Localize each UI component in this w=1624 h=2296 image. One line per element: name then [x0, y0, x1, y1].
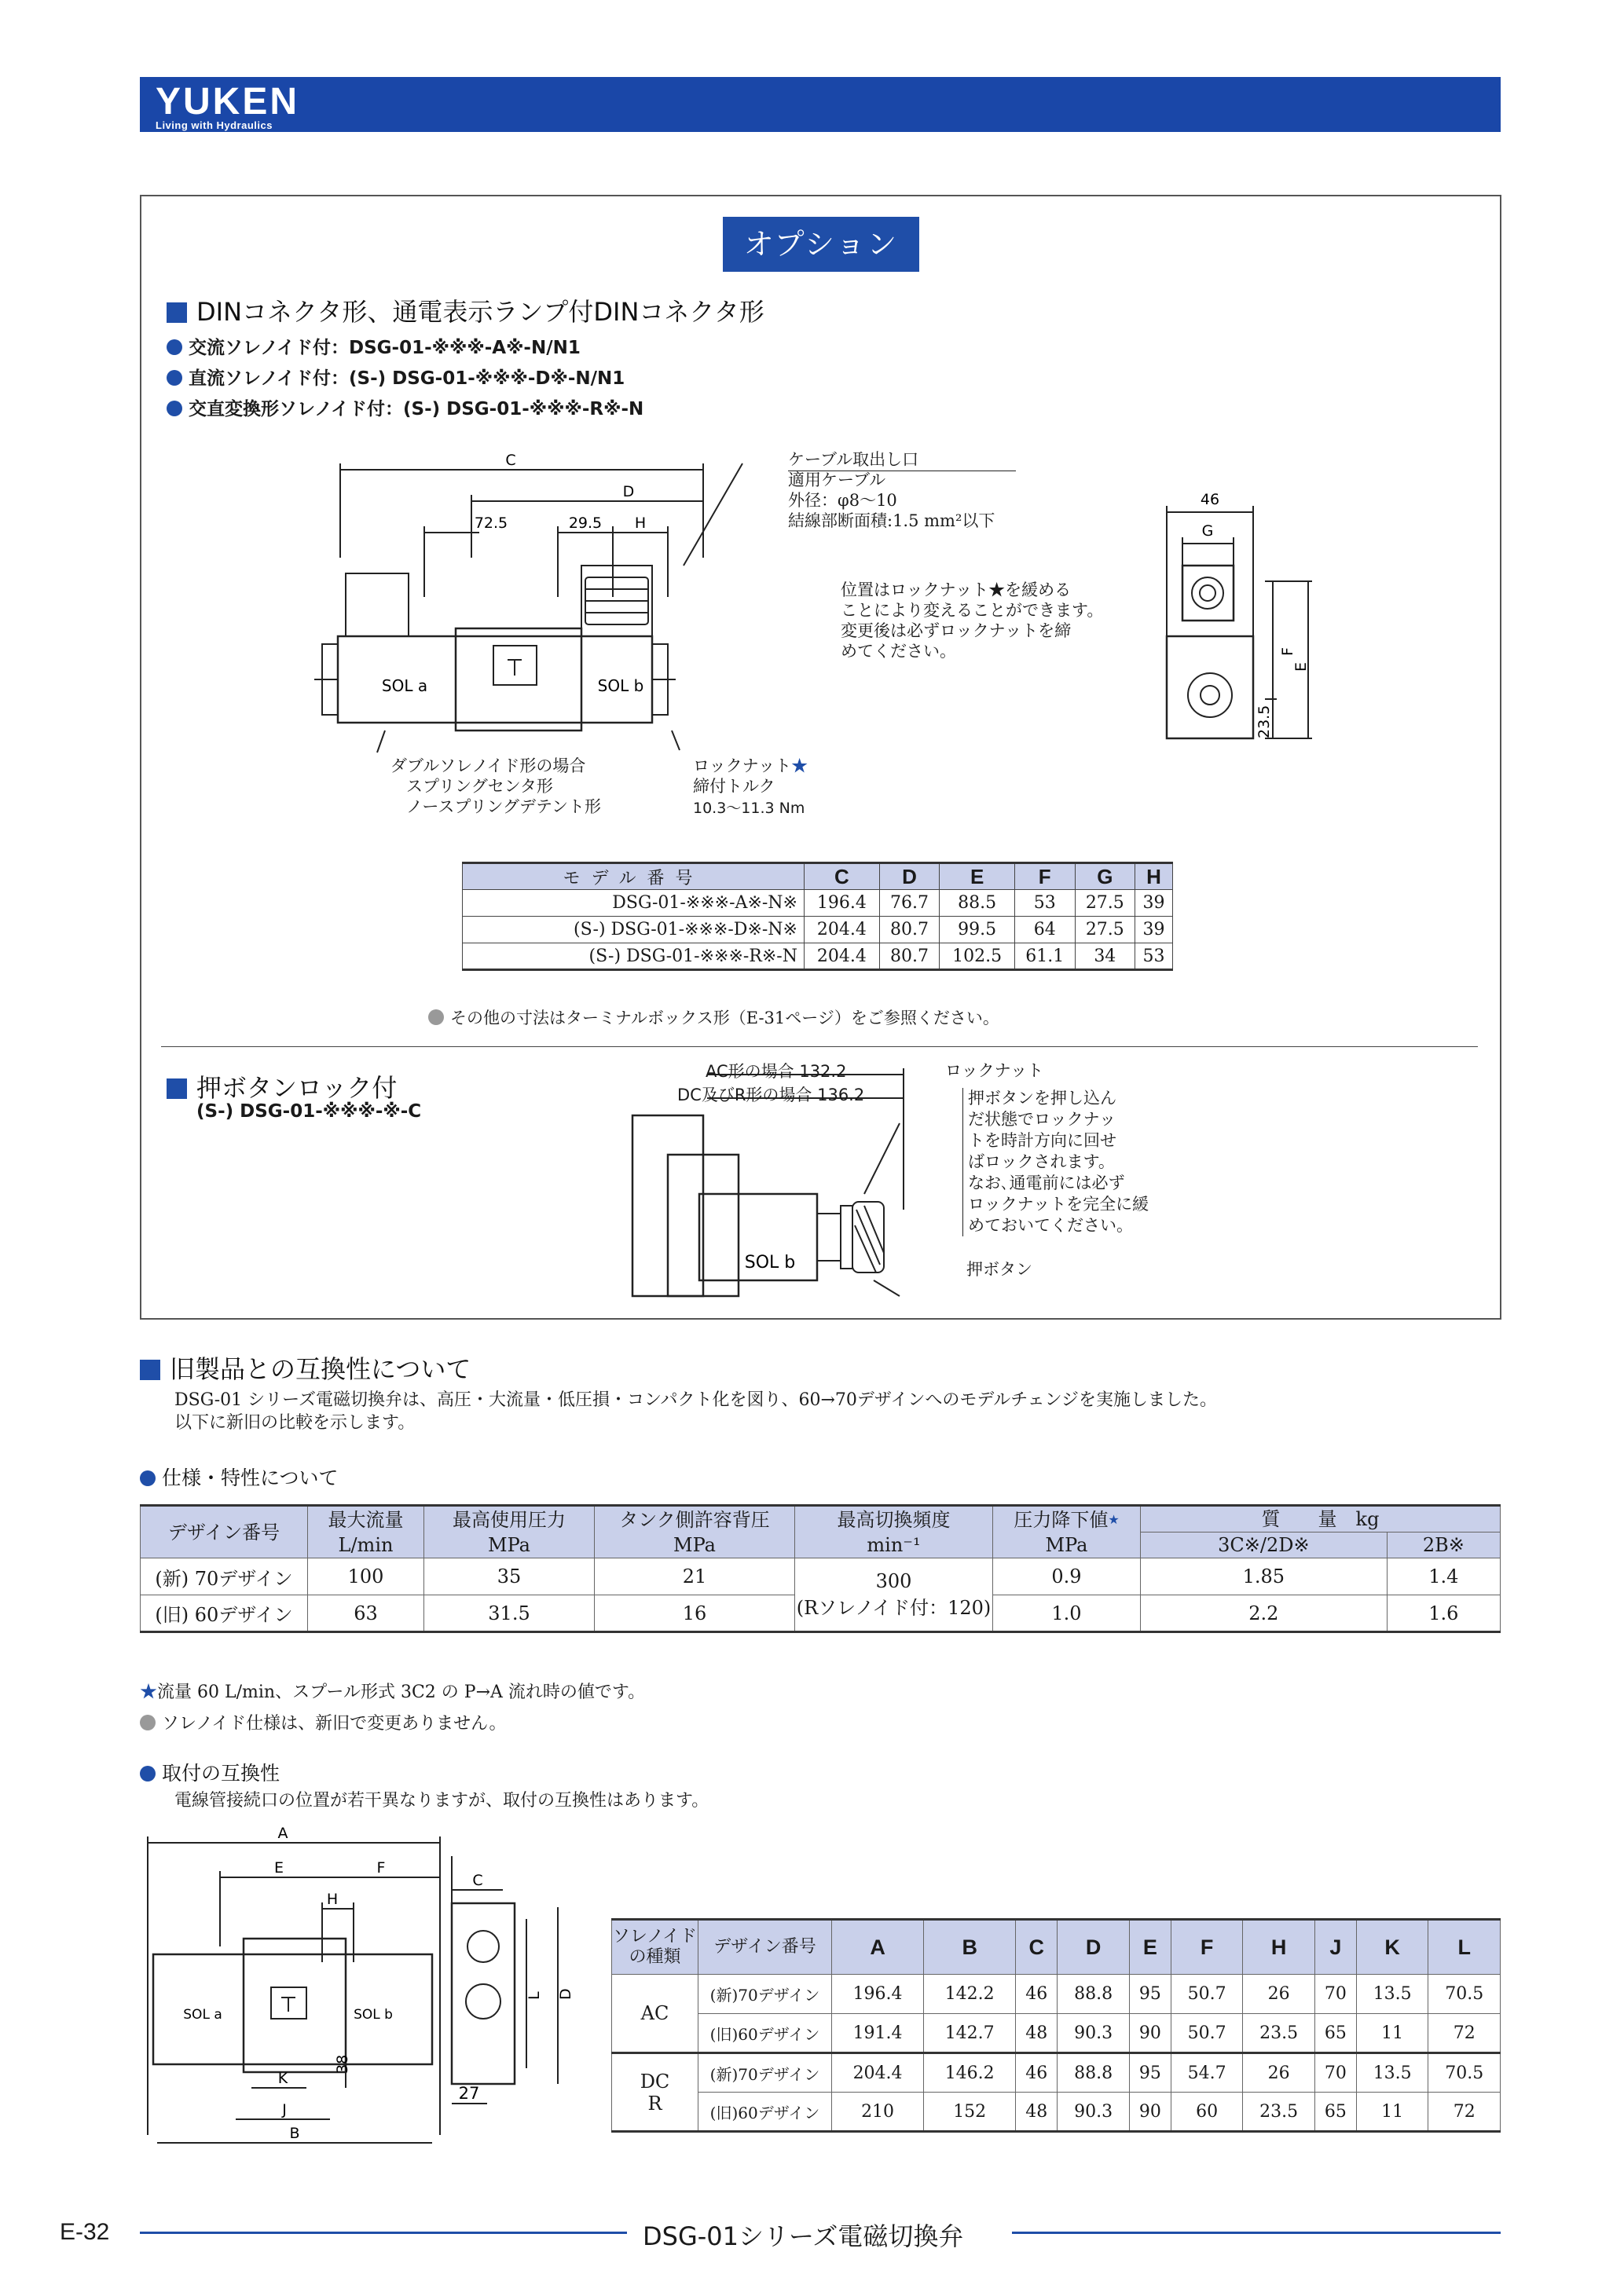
table-row: (S-) DSG-01-※※※-R※-N 204.4 80.7 102.5 61.1 34 53	[463, 943, 1173, 970]
logo-tagline: Living with Hydraulics	[156, 119, 273, 131]
rotate-notes: 位置はロックナット★を緩める ことにより変えることができます。 変更後は必ずロックナットを締 めてください。	[841, 580, 1104, 661]
footer-line-right	[1012, 2232, 1501, 2234]
dot-bullet-icon	[167, 370, 182, 386]
th-model: モデル番号	[463, 863, 805, 890]
footer-line-left	[140, 2232, 627, 2234]
th-solenoid-type: ソレノイド の種類	[612, 1920, 698, 1975]
locknut-notes: ロックナット★ 締付トルク 10.3〜11.3 Nm	[693, 756, 808, 817]
din-dimension-table	[462, 862, 1173, 971]
th-l: L	[1428, 1920, 1501, 1975]
dim-f-label: F	[1279, 647, 1296, 656]
push-button-label: 押ボタン	[966, 1260, 1032, 1279]
th-d: D	[879, 863, 940, 890]
th-e: E	[1129, 1920, 1171, 1975]
th-b: B	[924, 1920, 1016, 1975]
th-g: G	[1075, 863, 1135, 890]
table-row: (新) 70デザイン 100 35 21 300 (Rソレノイド付：120) 0.9 1.85 1.4	[141, 1558, 1501, 1595]
th-f: F	[1171, 1920, 1242, 1975]
options-title: オプション	[723, 217, 919, 272]
mdim-sol-b: SOL b	[354, 2007, 393, 2023]
dim-g-label: G	[1201, 522, 1214, 540]
table-row: (旧) 60デザイン 63 31.5 16 1.0 2.2 1.6	[141, 1595, 1501, 1632]
th-e: E	[940, 863, 1015, 890]
dot-bullet-icon	[140, 1766, 156, 1782]
compat-title: 旧製品との互換性について	[140, 1349, 471, 1386]
mdim-e: E	[273, 1859, 284, 1877]
dim-e-label: E	[1292, 661, 1310, 672]
dim-h-label: H	[634, 514, 647, 532]
double-solenoid-notes: ダブルソレノイド形の場合 スプリングセンタ形 ノースプリングデテント形	[390, 756, 602, 816]
table-row: AC (新)70デザイン 196.4 142.2 46 88.8 95 50.7 26 70 13.5 70.5	[612, 1975, 1501, 2014]
mount-dimension-table	[611, 1918, 1501, 2133]
th-design-no: デザイン番号	[698, 1920, 832, 1975]
dim-46-label: 46	[1200, 491, 1220, 508]
mount-drawing	[141, 1821, 581, 2151]
th-flow: 最大流量 L/min	[308, 1506, 424, 1558]
mdim-l: L	[526, 1991, 543, 2000]
mdim-k: K	[277, 2070, 288, 2087]
push-sol-b-label: SOL b	[744, 1253, 796, 1273]
th-c: C	[1016, 1920, 1058, 1975]
mdim-c: C	[472, 1872, 483, 1889]
cable-notes: ケーブル取出し口 適用ケーブル 外径：φ8〜10 結線部断面積:1.5 mm²以下	[788, 450, 995, 530]
dim-29-5-label: 29.5	[568, 514, 603, 532]
mdim-sol-a: SOL a	[183, 2007, 222, 2023]
push-dim-ac: AC形の場合 132.2	[706, 1062, 847, 1081]
dim-d-label: D	[622, 483, 635, 500]
square-bullet-icon	[140, 1360, 160, 1380]
th-h: H	[1243, 1920, 1314, 1975]
mdim-a: A	[277, 1825, 288, 1842]
din-valve-drawing	[314, 440, 754, 754]
gray-dot-icon	[140, 1715, 156, 1730]
table-row: (旧)60デザイン 210 152 48 90.3 90 60 23.5 65 11 72	[612, 2093, 1501, 2132]
sol-a-label: SOL a	[381, 676, 428, 695]
freq-cell: 300 (Rソレノイド付：120)	[795, 1558, 993, 1632]
section-pushbutton-title: 押ボタンロック付	[167, 1068, 397, 1104]
mdim-h: H	[326, 1891, 339, 1908]
star-icon: ★	[140, 1683, 158, 1702]
th-tank: タンク側許容背圧 MPa	[595, 1506, 795, 1558]
dot-bullet-icon	[140, 1470, 156, 1486]
push-dim-dc: DC及びR形の場合 136.2	[677, 1086, 865, 1104]
mdim-27: 27	[458, 2084, 480, 2103]
mdim-f: F	[376, 1859, 386, 1877]
bullet-dc: 直流ソレノイド付：(S-) DSG-01-※※※-D※-N/N1	[167, 364, 625, 390]
header-band	[140, 77, 1501, 132]
th-pressure-drop: 圧力降下値★ MPa	[993, 1506, 1141, 1558]
th-j: J	[1314, 1920, 1356, 1975]
table-row: (旧)60デザイン 191.4 142.7 48 90.3 90 50.7 23.5 65 11 72	[612, 2014, 1501, 2053]
table-row: DSG-01-※※※-A※-N※ 196.4 76.7 88.5 53 27.5 39	[463, 890, 1173, 917]
sol-b-label: SOL b	[597, 676, 644, 695]
th-d: D	[1058, 1920, 1129, 1975]
din-side-view-drawing	[1131, 487, 1336, 762]
footer-title: DSG-01シリーズ電磁切換弁	[643, 2221, 964, 2251]
push-locknut-label: ロックナット	[945, 1061, 1044, 1080]
square-bullet-icon	[167, 1078, 187, 1099]
yuken-logo: YUKEN	[156, 81, 300, 123]
th-h: H	[1135, 863, 1173, 890]
dot-bullet-icon	[167, 339, 182, 355]
star-icon: ★	[1108, 1511, 1120, 1527]
spec-table	[140, 1504, 1501, 1633]
th-c: C	[805, 863, 880, 890]
mdim-j: J	[282, 2101, 287, 2118]
compat-intro: DSG-01 シリーズ電磁切換弁は、高圧・大流量・低圧損・コンパクト化を図り、60→70デザインへのモデルチェンジを実施しました。 以下に新旧の比較を示します。	[174, 1390, 1218, 1433]
bullet-acdc: 交直変換形ソレノイド付：(S-) DSG-01-※※※-R※-N	[167, 394, 643, 420]
mount-text: 電線管接続口の位置が若干異なりますが、取付の互換性はあります。	[174, 1791, 709, 1811]
mdim-38: 38	[334, 2054, 351, 2074]
th-frequency: 最高切換頻度 min⁻¹	[795, 1506, 993, 1558]
dot-bullet-icon	[167, 401, 182, 416]
th-mass-2b: 2B※	[1387, 1532, 1500, 1558]
th-k: K	[1356, 1920, 1428, 1975]
gray-dot-icon	[428, 1009, 444, 1025]
th-a: A	[832, 1920, 924, 1975]
push-notes: 押ボタンを押し込ん だ状態でロックナッ トを時計方向に回せ ばロックされます。 なお､通電前には必ず ロックナットを完全に緩 めておいてください。	[962, 1088, 1149, 1236]
th-mass: 質 量 kg	[1141, 1506, 1501, 1532]
bullet-ac: 交流ソレノイド付：DSG-01-※※※-A※-N/N1	[167, 333, 581, 359]
spec-note-flow: ★流量 60 L/min、スプール形式 3C2 の P→A 流れ時の値です。	[140, 1683, 646, 1702]
star-icon: ★	[791, 756, 808, 775]
th-pressure: 最高使用圧力 MPa	[424, 1506, 595, 1558]
section-divider	[161, 1046, 1478, 1047]
spec-note-solenoid: ソレノイド仕様は、新旧で変更ありません。	[140, 1714, 506, 1734]
table-row: (S-) DSG-01-※※※-D※-N※ 204.4 80.7 99.5 64 27.5 39	[463, 917, 1173, 943]
section-din-title: DINコネクタ形、通電表示ランプ付DINコネクタ形	[167, 292, 764, 328]
page-number: E-32	[60, 2219, 110, 2245]
mount-title: 取付の互換性	[140, 1758, 280, 1786]
table-note: その他の寸法はターミナルボックス形（E-31ページ）をご参照ください。	[428, 1008, 999, 1028]
spec-title: 仕様・特性について	[140, 1463, 339, 1491]
dim-c-label: C	[505, 452, 516, 469]
dim-23-5-label: 23.5	[1256, 705, 1273, 738]
dim-72-5-label: 72.5	[474, 514, 508, 532]
pushbutton-model: (S-) DSG-01-※※※-※-C	[196, 1101, 422, 1122]
mdim-d: D	[557, 1988, 574, 2000]
th-design: デザイン番号	[141, 1506, 308, 1558]
square-bullet-icon	[167, 302, 187, 323]
table-row: DC R (新)70デザイン 204.4 146.2 46 88.8 95 54.7 26 70 13.5 70.5	[612, 2053, 1501, 2093]
mdim-b: B	[289, 2125, 300, 2142]
th-f: F	[1014, 863, 1075, 890]
th-mass-3c: 3C※/2D※	[1141, 1532, 1388, 1558]
